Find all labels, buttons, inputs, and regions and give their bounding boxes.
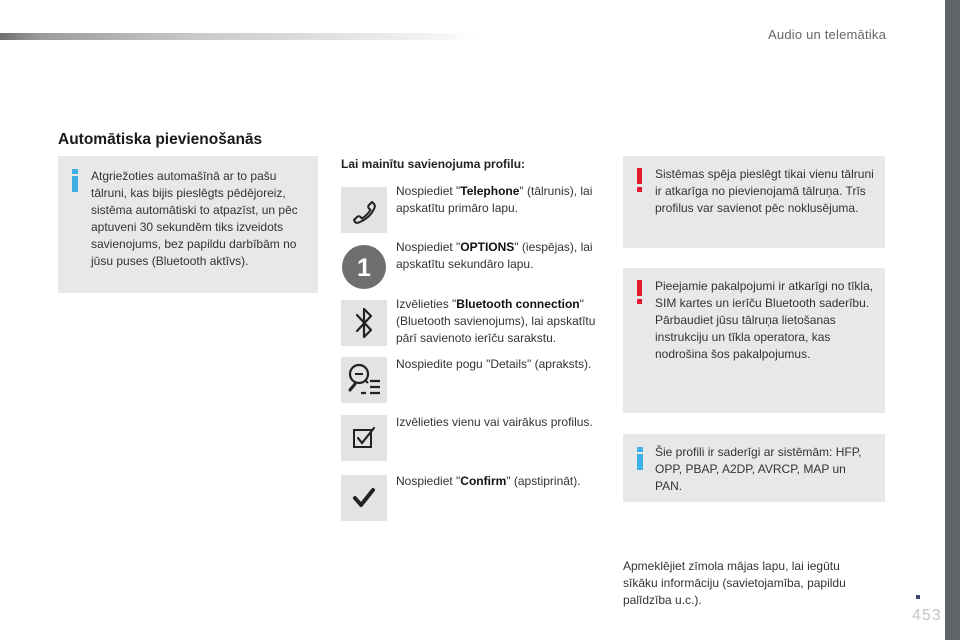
bluetooth-icon [341,300,387,346]
phone-handset-icon [341,187,387,233]
side-edge-strip [945,0,960,640]
section-title: Automātiska pievienošanās [58,131,263,148]
svg-text:1: 1 [357,254,371,282]
checkmark-icon [341,475,387,521]
warning-note-2 [623,268,885,413]
step1-text: Nospiediet "Telephone" (tālrunis), lai apskatītu primāro lapu. [396,184,593,215]
info-note-3 [623,434,885,502]
step6-text: Nospiediet "Confirm" (apstiprināt). [396,474,581,488]
details-magnifier-icon [341,357,387,403]
info-icon [71,169,79,191]
chapter-title: Audio un telemātika [768,27,886,42]
step5-text: Izvēlieties vienu vai vairākus profilus. [396,415,593,429]
left-info-text: Atgriežoties automašīnā ar to pašu tālruni, kas bijis pieslēgts pēdējoreiz, sistēma automātiski to atpazīst, un pēc aptuveni 30 sekundēm tiks izveidots savienojums, bez papildu darbībām no jūsu puses (Bluetooth aktīvs). [91,169,298,268]
step4-text: Nospiedite pogu "Details" (apraksts). [396,357,592,371]
step2-text: Nospiediet "OPTIONS" (iespējas), lai apskatītu sekundāro lapu. [396,240,593,271]
website-note: Apmeklējiet zīmola mājas lapu, lai iegūtu sīkāku informāciju (savietojamība, papildu palīdzība u.c.). [623,559,846,607]
header-decor-bar [0,33,480,40]
info-note-3-text: Šie profili ir saderīgi ar sistēmām: HFP, OPP, PBAP, A2DP, AVRCP, MAP un PAN. [655,445,862,493]
left-info-box [58,156,318,293]
steps-heading: Lai mainītu savienojuma profilu: [341,157,526,171]
info-icon [636,447,644,469]
warning-icon [635,168,645,192]
page-marker [916,595,920,599]
warning-note-1 [623,156,885,248]
warning-icon [635,280,645,304]
warning-note-2-text: Pieejamie pakalpojumi ir atkarīgi no tīkla, SIM kartes un ierīču Bluetooth saderību. Pārbaudiet jūsu tālruņa lietošanas instrukciju un tīkla operatora, kas nodrošina šos pakalpojumus. [655,279,874,361]
number-one-icon [341,241,387,293]
page-number: 453 [912,607,942,624]
warning-note-1-text: Sistēmas spēja pieslēgt tikai vienu tālruni ir atkarīga no pievienojamā tālruņa. Trīs profilus var savienot pēc noklusējuma. [655,167,874,215]
step3-text: Izvēlieties "Bluetooth connection" (Bluetooth savienojums), lai apskatītu pārī savienoto ierīču sarakstu. [396,297,596,345]
checkbox-icon [341,415,387,461]
